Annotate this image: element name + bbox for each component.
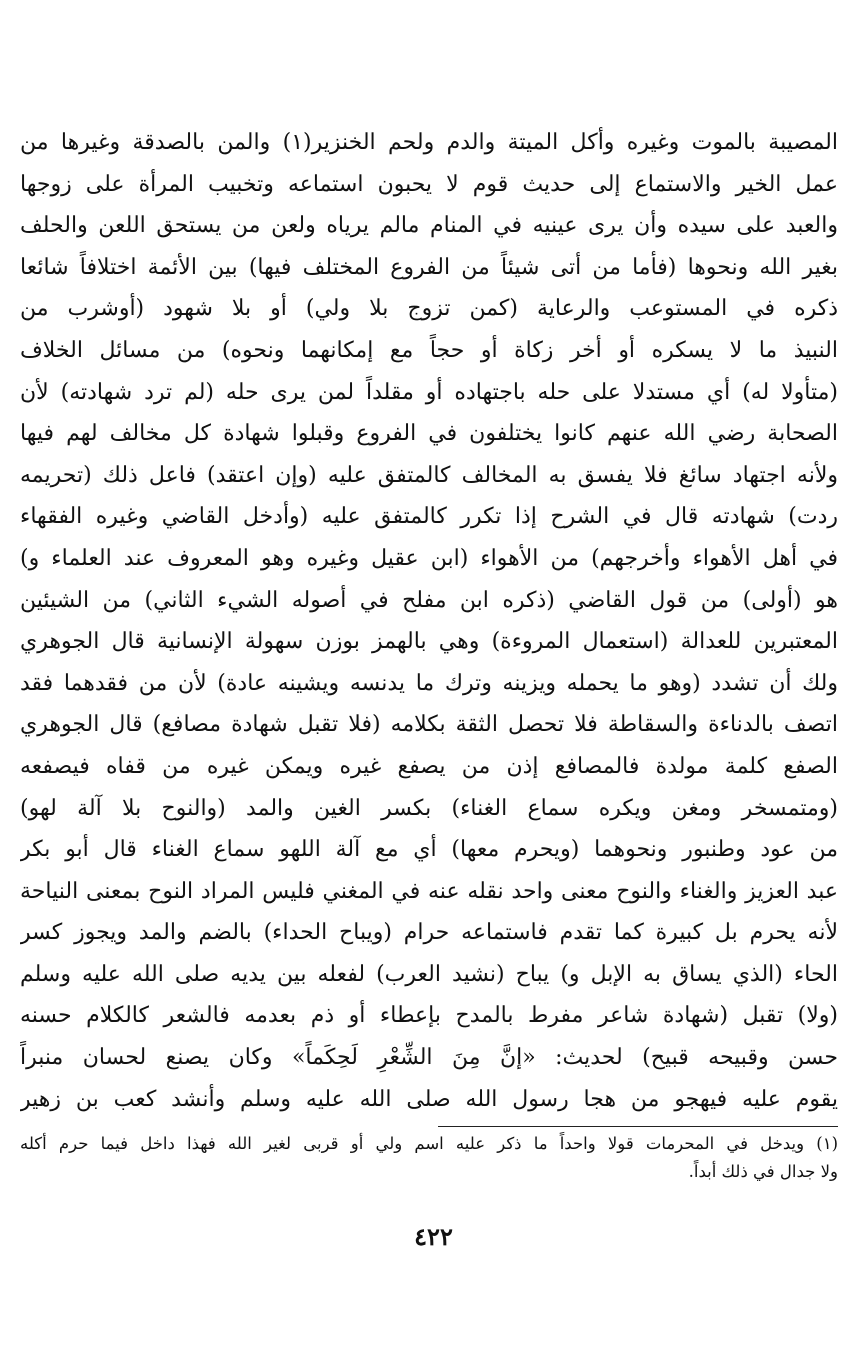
- text-line: المصيبة بالموت وغيره وأكل الميتة والدم ولحم الخنزير(١) والمن بالصدقة وغيرها من: [20, 130, 838, 155]
- text-line: (متأولا له) أي مستدلا على حله باجتهاده أو مقلداً لمن يرى حله (لم ترد شهادته) لأن: [20, 379, 838, 405]
- text-line: بغير الله ونحوها (فأما من أتى شيئاً من الفروع المختلف فيها) بين الأئمة اختلافاً شائعا: [20, 254, 838, 280]
- text-line: حسن وقبيحه قبيح) لحديث: «إنَّ مِنَ الشِّعْرِ لَحِكَماً» وكان يصنع لحسان منبراً: [20, 1045, 838, 1071]
- text-line: في أهل الأهواء وأخرجهم) من الأهواء (ابن عقيل وغيره وهو المعروف عند العلماء و): [20, 545, 838, 571]
- text-line: عبد العزيز والغناء والنوح معنى واحد نقله عنه في المغني فليس المراد النوح بمعنى النياحة: [20, 878, 838, 904]
- text-line: اتصف بالدناءة والسقاطة فلا تحصل الثقة بكلامه (فلا تقبل شهادة مصافع) قال الجوهري: [20, 712, 838, 738]
- text-line: (ومتمسخر ومغن ويكره سماع الغناء) بكسر الغين والمد (والنوح بلا آلة لهو): [20, 795, 838, 821]
- text-line: عمل الخير والاستماع إلى حديث قوم لا يحبون استماعه وتخبيب المرأة على زوجها: [20, 171, 838, 197]
- footnote: [20, 1130, 838, 1186]
- page-number: ٤٢٢: [414, 1222, 453, 1251]
- text-line: هو (أولى) من قول القاضي (ذكره ابن مفلح في أصوله الشيء الثاني) من الشيئين: [20, 587, 838, 613]
- text-line: لأنه يحرم بل كبيرة كما تقدم فاستماعه حرام (ويباح الحداء) بالضم والمد ويجوز كسر: [20, 920, 838, 946]
- footnote-divider: [438, 1126, 838, 1127]
- text-line: يقوم عليه فيهجو من هجا رسول الله صلى الله عليه وسلم وأنشد كعب بن زهير: [20, 1086, 838, 1112]
- text-line: المعتبرين للعدالة (استعمال المروءة) وهي بالهمز بوزن سهولة الإنسانية قال الجوهري: [20, 629, 838, 655]
- text-line: الصحابة رضي الله عنهم كانوا يختلفون في الفروع وقبلوا شهادة كل مخالف لهم فيها: [20, 421, 838, 447]
- text-line: ردت) شهادته قال في الشرح إذا تكرر كالمتفق عليه (وأدخل القاضي وغيره الفقهاء: [20, 504, 838, 530]
- main-text: [20, 122, 838, 1120]
- text-line: الحاء (الذي يساق به الإبل و) يباح (نشيد العرب) لفعله بين يديه صلى الله عليه وسلم: [20, 961, 838, 987]
- text-line: النبيذ ما لا يسكره أو أخر زكاة أو حجاً مع إمكانهما ونحوه) من مسائل الخلاف: [20, 337, 838, 363]
- text-line: والعبد على سيده وأن يرى عينيه في المنام مالم يرياه ولعن من يستحق اللعن والحلف: [20, 213, 838, 239]
- text-line: ولأنه اجتهاد سائغ فلا يفسق به المخالف كالمتفق عليه (وإن اعتقد) فاعل ذلك (تحريمه: [20, 462, 838, 488]
- text-line: (ولا) تقبل (شهادة شاعر مفرط بالمدح بإعطاء أو ذم بعدمه فالشعر كالكلام حسنه: [20, 1003, 838, 1029]
- footnote-line: (١) ويدخل في المحرمات قولا واحداً ما ذكر عليه اسم ولي أو قربى لغير الله فهذا داخل فيما حرم أكله: [20, 1134, 838, 1153]
- text-line: من عود وطنبور ونحوهما (ويحرم معها) أي مع آلة اللهو سماع الغناء قال أبو بكر: [20, 837, 838, 863]
- footnote-line: ولا جدال في ذلك أبداً.: [688, 1162, 838, 1181]
- text-line: الصفع كلمة مولدة فالمصافع إذن من يصفع غيره ويمكن غيره من قفاه فيصفعه: [20, 753, 838, 779]
- text-line: ذكره في المستوعب والرعاية (كمن تزوج بلا ولي) أو بلا شهود (أوشرب من: [20, 296, 838, 322]
- text-line: ولك أن تشدد (وهو ما يحمله ويزينه وترك ما يدنسه ويشينه عادة) لأن من فقدهما فقد: [20, 670, 838, 696]
